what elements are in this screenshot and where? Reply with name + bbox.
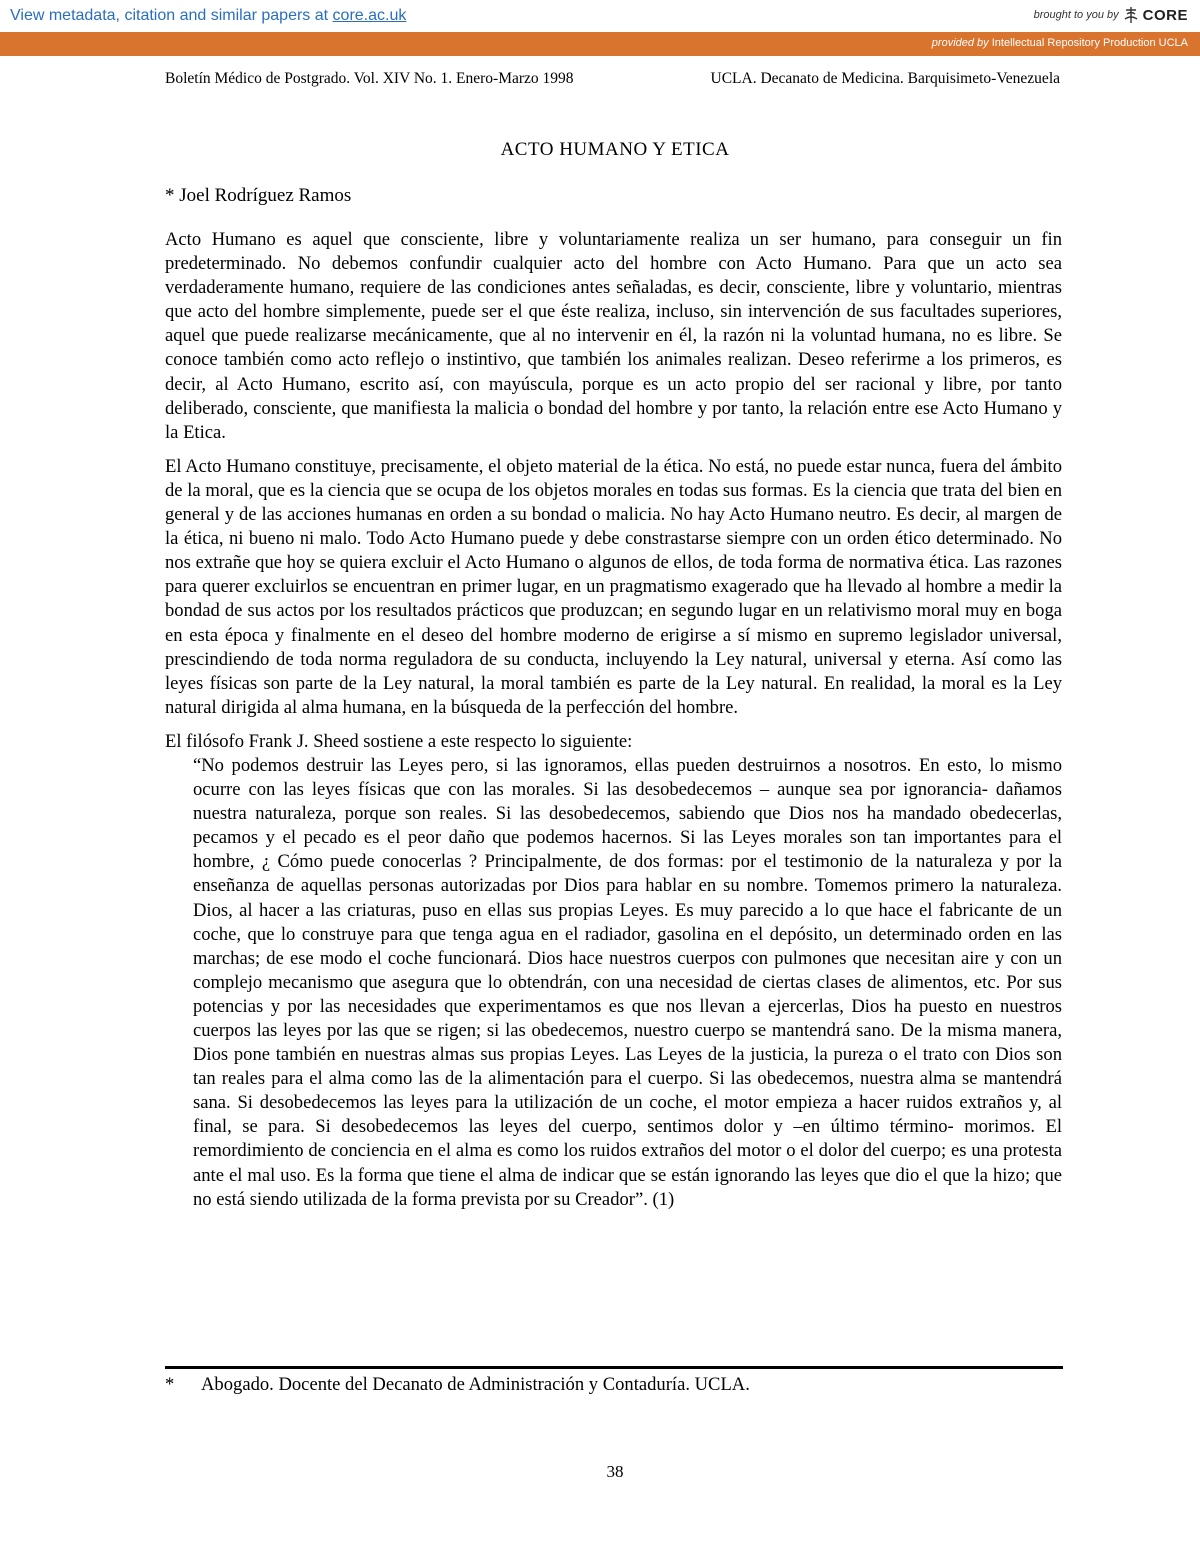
core-top-bar [0, 0, 1200, 32]
header-institution: UCLA. Decanato de Medicina. Barquisimeto-Venezuela [710, 70, 1060, 87]
article-title: ACTO HUMANO Y ETICA [500, 139, 730, 160]
block-quote: “No podemos destruir las Leyes pero, si las ignoramos, ellas pueden destruirnos a nosotros. En esto, lo mismo ocurre con las leyes físicas que con las morales. Si las desobedecemos – aunque sea por ignorancia- dañamos nuestra naturaleza, porque son reales. Si las desobedecemos, sabiendo que Dios nos ha mandado obedecerlas, pecamos y el pecado es el peor daño que podemos hacernos. Si las Leyes morales son tan importantes para el hombre, ¿ Cómo puede conocerlas ? Principalmente, de dos formas: por el testimonio de la naturaleza y por la enseñanza de aquellas personas autorizadas por Dios para hablar en su nombre. Tomemos primero la naturaleza. Dios, al hacer a las criaturas, puso en ellas sus propias Leyes. Es muy parecido a lo que hace el fabricante de un coche, que lo construye para que tenga agua en el radiador, gasolina en el depósito, un determinado orden en las marchas; de ese modo el coche funcionará. Dios hace nuestros cuerpos con pulmones que necesitan aire y con un complejo mecanismo que asegura que lo obtendrán, con una necesidad de ciertas clases de alimentos, etc. Por sus potencias y por las necesidades que experimentamos es que nos llevan a ejercerlas, Dios ha puesto en nuestros cuerpos las leyes por las que se rigen; si las obedecemos, nuestro cuerpo se mantendrá sano. De la misma manera, Dios pone también en nuestras almas sus propias Leyes. Las Leyes de la justicia, la pureza o el trato con Dios son tan reales para el alma como las de la alimentación para el cuerpo. Si las obedecemos, nuestra alma se mantendrá sana. Si desobedecemos las leyes para la utilización de un coche, el motor empieza a hacer ruidos extraños y, al final, se para. Si desobedecemos las leyes del cuerpo, sentimos dolor y –en último término- morimos. El remordimiento de conciencia en el alma es como los ruidos extraños del motor o el dolor del cuerpo; es una protesta ante el mal uso. Es la forma que tiene el alma de indicar que se están ignorando las leyes que dio el que la hizo; que no está siendo utilizada de la forma prevista por su Creador”. (1) [193, 754, 1062, 1210]
footnote-divider [165, 1366, 1063, 1369]
article-body [165, 228, 1062, 1212]
core-link-prefix: View metadata, citation and similar papers at [10, 7, 333, 24]
core-logo-text: CORE [1142, 6, 1188, 24]
footnote [165, 1374, 750, 1396]
core-provider-bar [0, 32, 1200, 56]
footnote-text: Abogado. Docente del Decanato de Administración y Contaduría. UCLA. [201, 1374, 750, 1395]
core-branding[interactable] [1034, 6, 1188, 24]
quote-intro: El filósofo Frank J. Sheed sostiene a este respecto lo siguiente: [165, 730, 633, 752]
brought-by-label: brought to you by [1033, 9, 1119, 21]
body-paragraph: El Acto Humano constituye, precisamente, el objeto material de la ética. No está, no puede estar nunca, fuera del ámbito de la moral, que es la ciencia que se ocupa de los objetos morales en todas sus formas. Es la ciencia que trata del bien en general y de las acciones humanas en orden a su bondad o malicia. No hay Acto Humano neutro. Es decir, al margen de la ética, ni bueno ni malo. Todo Acto Humano puede y debe constrastarse siempre con un orden ético determinado. No nos extrañe que hoy se quiera excluir el Acto Humano o algunos de ellos, de toda forma de normativa ética. Las razones para querer excluirlos se encuentran en primer lugar, en un pragmatismo exagerado que ha llevado al hombre a medir la bondad de sus actos por los resultados prácticos que produzcan; en segundo lugar en un relativismo moral muy en boga en esta época y finalmente en el deseo del hombre moderno de erigirse a sí mismo en supremo legislador universal, prescindiendo de toda norma reguladora de su conducta, incluyendo la Ley natural, universal y eterna. Así como las leyes físicas son parte de la Ley natural, la moral también es parte de la Ley natural. En realidad, la moral es la Ley natural dirigida al alma humana, en la búsqueda de la perfección del hombre. [165, 455, 1062, 718]
page-number: 38 [606, 1462, 624, 1481]
provided-by-name: Intellectual Repository Production UCLA [991, 37, 1188, 49]
footnote-mark: * [165, 1374, 175, 1395]
running-header [165, 70, 1060, 88]
article-author: * Joel Rodríguez Ramos [165, 185, 352, 206]
body-paragraph: Acto Humano es aquel que consciente, libre y voluntariamente realiza un ser humano, para conseguir un fin predeterminado. No debemos confundir cualquier acto del hombre con Acto Humano. Para que un acto sea verdaderamente humano, requiere de las condiciones antes señaladas, es decir, consciente, libre y voluntario, mientras que acto del hombre simplemente, puede ser el que éste realiza, incluso, sin intervención de sus facultades superiores, aquel que puede realizarse mecánicamente, que al no intervenir en él, la razón ni la voluntad humana, no es libre. Se conoce también como acto reflejo o instintivo, que también los animales realizan. Deseo referirme a los primeros, es decir, al Acto Humano, escrito así, con mayúscula, porque es un acto propio del ser racional y libre, por tanto deliberado, consciente, que manifiesta la malicia o bondad del hombre y por tanto, la relación entre ese Acto Humano y la Etica. [165, 229, 1062, 443]
provided-by-prefix: provided by [931, 37, 989, 49]
core-link-domain[interactable]: core.ac.uk [332, 7, 407, 24]
core-metadata-link[interactable] [10, 7, 406, 25]
core-logo-icon [1123, 6, 1139, 24]
core-provided-by[interactable] [932, 37, 1188, 49]
header-journal: Boletín Médico de Postgrado. Vol. XIV No. 1. Enero-Marzo 1998 [165, 70, 574, 87]
